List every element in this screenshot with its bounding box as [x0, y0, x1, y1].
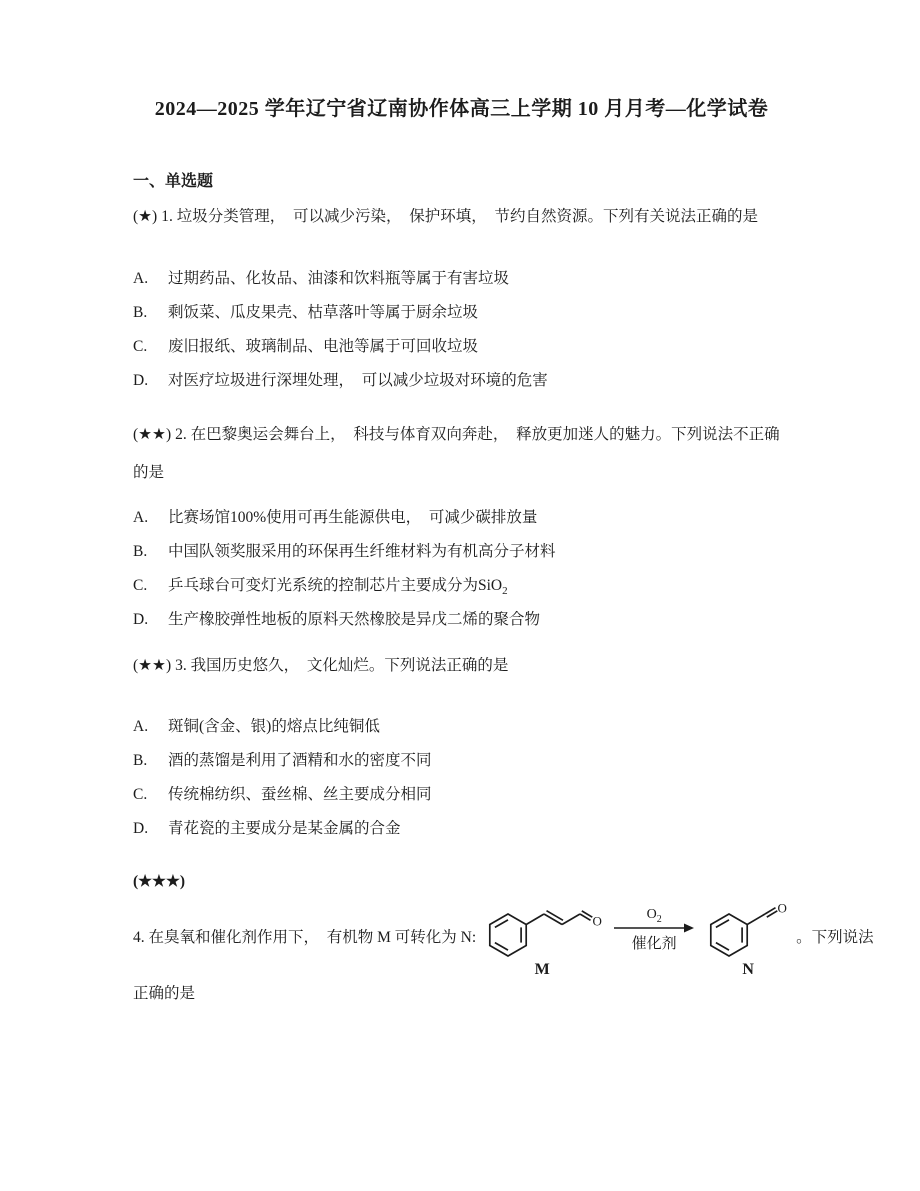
option-label: B.	[133, 752, 148, 769]
option-text: 中国队领奖服采用的环保再生纤维材料为有机高分子材料	[168, 543, 556, 560]
option-label: A.	[133, 509, 149, 526]
options-list	[133, 269, 790, 391]
option-row-a	[133, 717, 790, 737]
difficulty-stars: (★)	[133, 208, 158, 225]
option-row-a	[133, 508, 790, 528]
option-text: 比赛场馆100%使用可再生能源供电， 可减少碳排放量	[168, 509, 538, 526]
option-row-b	[133, 303, 790, 323]
reagent-formula	[646, 907, 662, 925]
question-3	[133, 647, 790, 839]
reagent-subscript: 2	[656, 913, 662, 925]
question-stem-with-diagram	[133, 896, 874, 980]
option-label: B.	[133, 304, 148, 321]
option-label: C.	[133, 577, 148, 594]
question-stem	[133, 647, 790, 685]
difficulty-stars: (★★)	[133, 657, 172, 674]
option-text: 废旧报纸、玻璃制品、电池等属于可回收垃圾	[168, 338, 479, 355]
page-title: 2024—2025 学年辽宁省辽南协作体高三上学期 10 月月考—化学试卷	[154, 98, 769, 120]
molecule-n	[702, 899, 794, 978]
option-row-a	[133, 269, 790, 289]
molecule-m	[478, 899, 606, 978]
molecule-m-label: M	[534, 960, 550, 978]
stem-text-tail: 正确的是	[133, 985, 196, 1002]
stem-text-after: 。下列说法	[796, 929, 874, 946]
option-text: 传统棉纺织、蚕丝棉、丝主要成分相同	[168, 786, 432, 803]
option-text: 青花瓷的主要成分是某金属的合金	[168, 820, 401, 837]
option-row-c	[133, 785, 790, 805]
option-text: 过期药品、化妆品、油漆和饮料瓶等属于有害垃圾	[168, 270, 510, 287]
option-label: B.	[133, 543, 148, 560]
option-label: C.	[133, 786, 148, 803]
oxygen-atom-label: O	[592, 913, 603, 928]
option-subscript: 2	[502, 585, 508, 598]
option-text: 生产橡胶弹性地板的原料天然橡胶是异戊二烯的聚合物	[168, 611, 541, 628]
option-row-d	[133, 819, 790, 839]
option-label: D.	[133, 372, 149, 389]
difficulty-stars: (★★★)	[133, 873, 186, 890]
options-list	[133, 717, 790, 839]
option-row-c	[133, 337, 790, 357]
stem-text-before: 4. 在臭氧和催化剂作用下， 有机物 M 可转化为 N:	[133, 929, 477, 946]
question-1	[133, 198, 790, 391]
option-label: C.	[133, 338, 148, 355]
option-text: 乒乓球台可变灯光系统的控制芯片主要成分为SiO	[168, 577, 503, 594]
difficulty-stars: (★★)	[133, 426, 172, 443]
option-row-c	[133, 576, 790, 596]
stem-text: 1. 垃圾分类管理， 可以减少污染， 保护环填， 节约自然资源。下列有关说法正确的是	[161, 208, 758, 225]
option-label: A.	[133, 270, 149, 287]
reaction-arrow-icon	[614, 923, 694, 933]
option-text: 酒的蒸馏是利用了酒精和水的密度不同	[168, 752, 432, 769]
option-label: D.	[133, 611, 149, 628]
question-stem	[133, 416, 790, 492]
option-label: D.	[133, 820, 149, 837]
option-row-d	[133, 610, 790, 630]
stem-text: 3. 我国历史悠久， 文化灿烂。下列说法正确的是	[175, 657, 509, 674]
question-2	[133, 416, 790, 630]
benzaldehyde-structure-icon	[702, 899, 794, 961]
catalyst-label: 催化剂	[631, 936, 677, 952]
cinnamaldehyde-structure-icon	[478, 899, 606, 961]
question-stem	[133, 198, 790, 236]
option-text: 对医疗垃圾进行深埋处理， 可以减少垃圾对环境的危害	[168, 372, 548, 389]
option-row-b	[133, 751, 790, 771]
question-4	[133, 872, 874, 1004]
options-list	[133, 508, 790, 630]
molecule-n-label: N	[742, 960, 754, 978]
option-text: 斑铜(含金、银)的熔点比纯铜低	[168, 718, 380, 735]
option-row-b	[133, 542, 790, 562]
option-row-d	[133, 371, 790, 391]
option-text: 剩饭菜、瓜皮果壳、枯草落叶等属于厨余垃圾	[168, 304, 479, 321]
reagent-base: O	[646, 907, 657, 922]
section-heading: 一、单选题	[133, 173, 214, 190]
stem-text: 2. 在巴黎奥运会舞台上， 科技与体育双向奔赴， 释放更加迷人的魅力。下列说法不正确的是	[133, 426, 780, 481]
oxygen-atom-label: O	[777, 900, 788, 915]
option-label: A.	[133, 718, 149, 735]
reaction-condition	[614, 907, 694, 953]
